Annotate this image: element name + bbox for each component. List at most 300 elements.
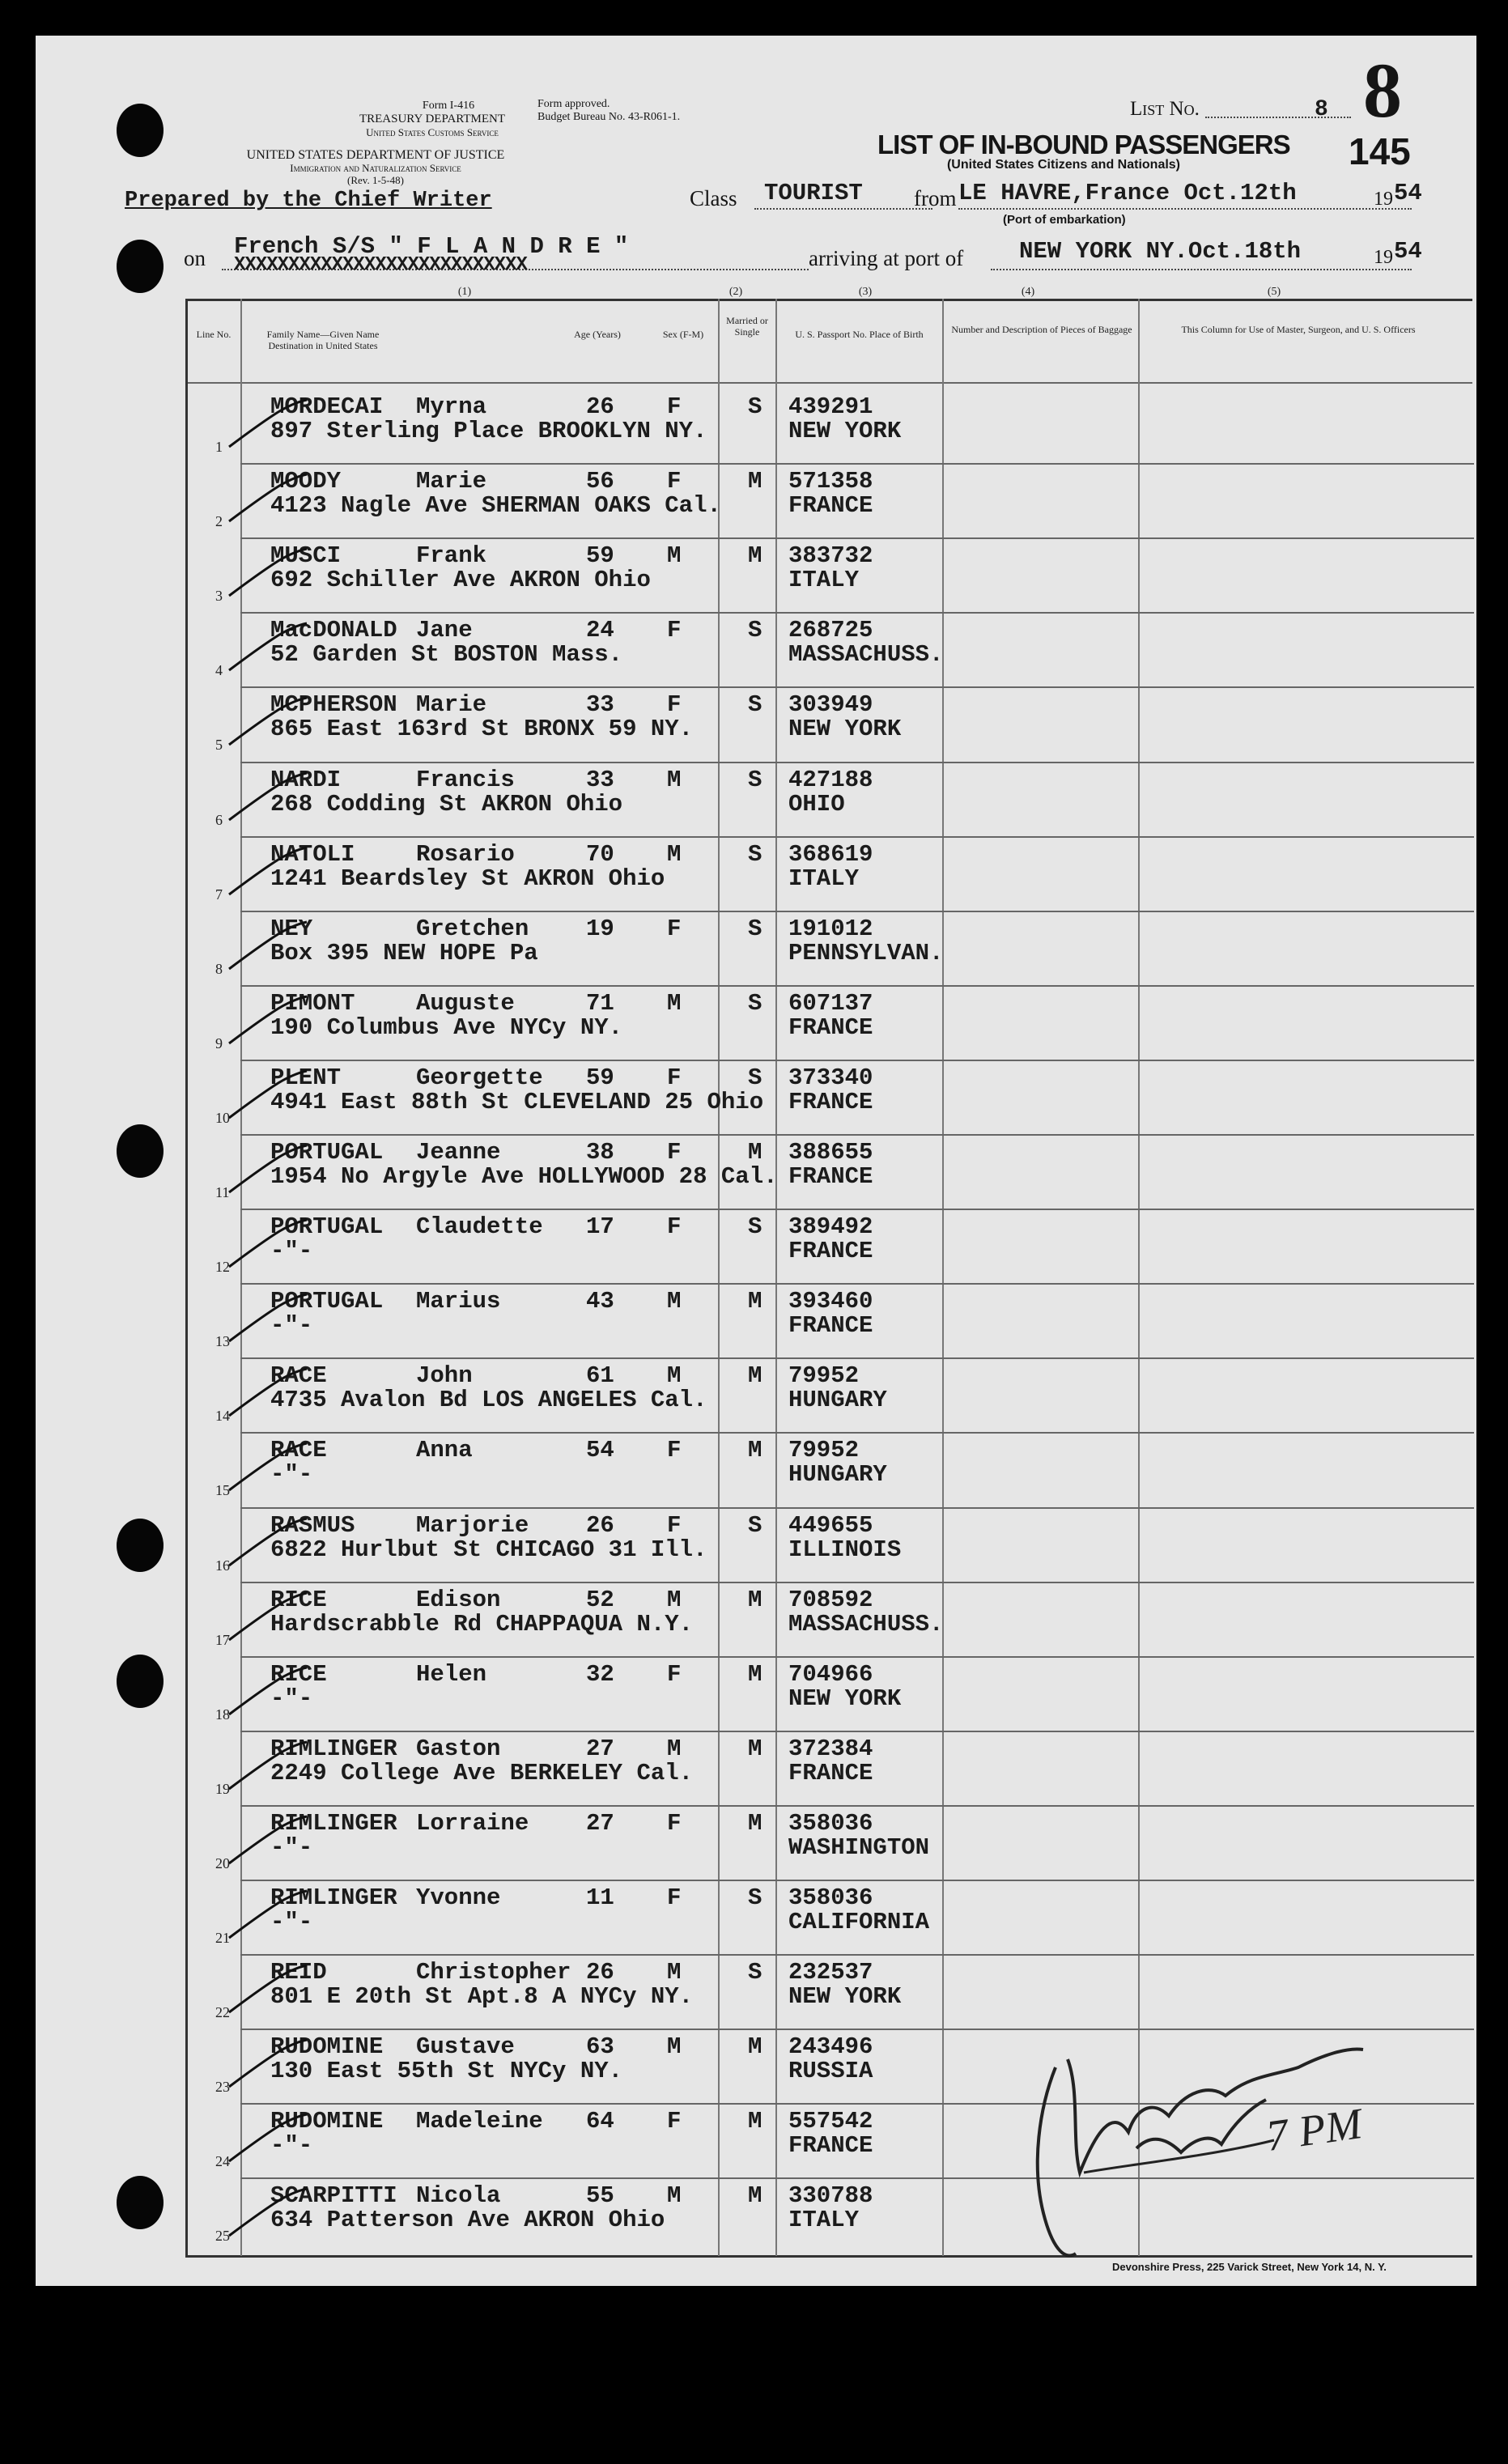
sex: M (667, 841, 682, 868)
place-of-birth: NEW YORK (788, 418, 902, 444)
given-name: Myrna (416, 393, 487, 420)
given-name: John (416, 1362, 473, 1389)
line-number: 13 (215, 1333, 230, 1349)
marital-status: M (748, 1587, 762, 1613)
family-name: RIMLINGER (270, 1810, 397, 1837)
list-no-dots (1205, 117, 1351, 118)
age: 56 (586, 468, 614, 495)
age: 55 (586, 2182, 614, 2209)
row-divider (240, 1656, 1474, 1658)
age: 43 (586, 1288, 614, 1315)
line-number: 16 (215, 1557, 230, 1574)
marital-status: S (748, 841, 762, 868)
place-of-birth: WASHINGTON (788, 1834, 930, 1861)
sex: F (667, 393, 682, 420)
passport-number: 393460 (788, 1288, 873, 1315)
check-mark (226, 2186, 315, 2242)
passport-number: 358036 (788, 1810, 873, 1837)
given-name: Claudette (416, 1213, 543, 1240)
check-mark (226, 1962, 315, 2019)
given-name: Frank (416, 542, 487, 569)
sex: F (667, 1139, 682, 1166)
age: 71 (586, 990, 614, 1017)
passenger-row (36, 985, 1476, 1059)
destination: -"- (270, 2132, 313, 2159)
age: 38 (586, 1139, 614, 1166)
col-name: Family Name—Given Name Destination in United States (266, 329, 380, 351)
destination: 801 E 20th St Apt.8 A NYCy NY. (270, 1983, 694, 2010)
family-name: NATOLI (270, 841, 355, 868)
signature-note: 7 PM (1263, 2099, 1366, 2160)
row-divider (240, 1432, 1474, 1434)
passenger-row (36, 836, 1476, 910)
passport-number: 557542 (788, 2108, 873, 2135)
line-number: 25 (215, 2228, 230, 2244)
check-mark (226, 916, 315, 975)
row-divider (240, 911, 1474, 912)
marital-status: S (748, 617, 762, 644)
passenger-row (36, 463, 1476, 537)
row-divider (240, 1731, 1474, 1732)
marital-status: S (748, 916, 762, 942)
ins-service: Immigration and Naturalization Service (290, 162, 461, 174)
check-mark (226, 1291, 315, 1348)
destination: 6822 Hurlbut St CHICAGO 31 Ill. (270, 1536, 707, 1563)
passenger-row (36, 1507, 1476, 1581)
destination: 2249 College Ave BERKELEY Cal. (270, 1760, 694, 1786)
budget-bureau: Budget Bureau No. 43-R061-1. (537, 111, 681, 123)
row-divider (240, 836, 1474, 838)
row-divider (240, 686, 1474, 688)
age: 11 (586, 1884, 614, 1911)
manifest-sheet (36, 36, 1476, 2286)
passport-number: 708592 (788, 1587, 873, 1613)
col-passport: U. S. Passport No. Place of Birth (795, 329, 924, 340)
table-top-rule (185, 299, 1472, 301)
row-divider (240, 1507, 1474, 1509)
passport-number: 389492 (788, 1213, 873, 1240)
family-name: NEY (270, 916, 313, 942)
destination: 865 East 163rd St BRONX 59 NY. (270, 716, 694, 742)
line-number: 11 (215, 1184, 230, 1200)
passport-number: 368619 (788, 841, 873, 868)
list-no-large: 8 (1363, 47, 1402, 134)
given-name: Francis (416, 767, 515, 793)
destination: 4735 Avalon Bd LOS ANGELES Cal. (270, 1387, 707, 1413)
age: 52 (586, 1587, 614, 1613)
line-number: 5 (215, 737, 223, 753)
year-prefix-2: 19 (1374, 247, 1393, 268)
place-of-birth: FRANCE (788, 1312, 873, 1339)
family-name: RUDOMINE (270, 2108, 384, 2135)
destination: -"- (270, 1909, 313, 1935)
line-number: 19 (215, 1781, 230, 1797)
col-officers: This Column for Use of Master, Surgeon, and U. S. Officers (1181, 324, 1416, 335)
marital-status: S (748, 767, 762, 793)
given-name: Marius (416, 1288, 501, 1315)
passenger-row (36, 612, 1476, 686)
age: 26 (586, 1512, 614, 1539)
line-number: 15 (215, 1482, 230, 1498)
line-number: 24 (215, 2153, 230, 2169)
year-1: 54 (1394, 180, 1422, 206)
line-number: 10 (215, 1110, 230, 1126)
destination: 692 Schiller Ave AKRON Ohio (270, 567, 651, 593)
place-of-birth: PENNSYLVAN. (788, 940, 944, 966)
given-name: Gustave (416, 2033, 515, 2060)
place-of-birth: FRANCE (788, 1238, 873, 1264)
sex: M (667, 2182, 682, 2209)
place-of-birth: FRANCE (788, 1760, 873, 1786)
punch-hole (117, 104, 164, 157)
marital-status: M (748, 1139, 762, 1166)
col-num-2: (2) (729, 286, 743, 298)
destination: -"- (270, 1834, 313, 1861)
line-number: 12 (215, 1259, 230, 1275)
line-number: 23 (215, 2079, 230, 2095)
family-name: MCPHERSON (270, 691, 397, 718)
passenger-row (36, 537, 1476, 611)
check-mark (226, 1664, 315, 1721)
officer-signature (1007, 2011, 1460, 2273)
passport-number: 607137 (788, 990, 873, 1017)
header-bottom-rule (185, 382, 1472, 384)
line-number: 22 (215, 2004, 230, 2020)
given-name: Lorraine (416, 1810, 529, 1837)
given-name: Marie (416, 468, 487, 495)
marital-status: M (748, 1810, 762, 1837)
marital-status: M (748, 2108, 762, 2135)
list-title: LIST OF IN-BOUND PASSENGERS (877, 130, 1290, 159)
marital-status: S (748, 1512, 762, 1539)
given-name: Jeanne (416, 1139, 501, 1166)
destination: 190 Columbus Ave NYCy NY. (270, 1014, 623, 1041)
vessel-name: French S/S " F L A N D R E " (234, 233, 629, 260)
place-of-birth: MASSACHUSS. (788, 641, 944, 668)
row-divider (240, 1283, 1474, 1285)
passport-number: 268725 (788, 617, 873, 644)
sex: F (667, 1661, 682, 1688)
from-dots (958, 208, 1412, 210)
passenger-row (36, 1582, 1476, 1655)
marital-status: M (748, 2182, 762, 2209)
row-divider (240, 1357, 1474, 1359)
line-number: 21 (215, 1930, 230, 1946)
passenger-row (36, 1357, 1476, 1431)
given-name: Nicola (416, 2182, 501, 2209)
check-mark (226, 1515, 315, 1572)
passport-number: 373340 (788, 1064, 873, 1091)
passport-number: 571358 (788, 468, 873, 495)
row-divider (240, 762, 1474, 763)
passport-number: 372384 (788, 1735, 873, 1762)
sex: F (667, 1512, 682, 1539)
treasury-dept: TREASURY DEPARTMENT (359, 113, 506, 125)
passenger-row (36, 1134, 1476, 1208)
destination: 634 Patterson Ave AKRON Ohio (270, 2207, 665, 2233)
given-name: Gretchen (416, 916, 529, 942)
check-mark (226, 1068, 315, 1124)
given-name: Marie (416, 691, 487, 718)
age: 27 (586, 1810, 614, 1837)
form-number: Form I-416 (422, 100, 475, 112)
punch-hole (117, 240, 164, 293)
passport-number: 449655 (788, 1512, 873, 1539)
arriving-label: arriving at port of (809, 246, 964, 270)
sex: M (667, 767, 682, 793)
passport-number: 439291 (788, 393, 873, 420)
check-mark (226, 620, 315, 677)
justice-dept: UNITED STATES DEPARTMENT OF JUSTICE (246, 148, 505, 162)
family-name: REID (270, 1959, 327, 1986)
marital-status: S (748, 1884, 762, 1911)
destination: 268 Codding St AKRON Ohio (270, 791, 623, 818)
family-name: MORDECAI (270, 393, 384, 420)
age: 33 (586, 767, 614, 793)
passenger-row (36, 1432, 1476, 1506)
age: 32 (586, 1661, 614, 1688)
passport-number: 232537 (788, 1959, 873, 1986)
passenger-row (36, 1731, 1476, 1804)
sex: M (667, 1288, 682, 1315)
passenger-row (36, 911, 1476, 984)
destination: -"- (270, 1461, 313, 1488)
given-name: Rosario (416, 841, 515, 868)
sex: M (667, 2033, 682, 2060)
destination: -"- (270, 1685, 313, 1712)
age: 19 (586, 916, 614, 942)
row-divider (240, 463, 1474, 465)
destination: 1954 No Argyle Ave HOLLYWOOD 28 Cal. (270, 1163, 778, 1190)
passenger-row (36, 1060, 1476, 1133)
check-mark (226, 1366, 315, 1422)
place-of-birth: FRANCE (788, 1014, 873, 1041)
sex: F (667, 2108, 682, 2135)
line-number: 17 (215, 1632, 230, 1648)
marital-status: M (748, 1661, 762, 1688)
col-num-1: (1) (457, 286, 472, 298)
passenger-row (36, 1880, 1476, 1953)
sex: F (667, 1810, 682, 1837)
passenger-row (36, 1805, 1476, 1879)
passenger-row (36, 1209, 1476, 1282)
passenger-row (36, 762, 1476, 835)
passport-number: 427188 (788, 767, 873, 793)
row-divider (240, 1209, 1474, 1210)
check-mark (226, 1888, 315, 1944)
printer-imprint: Devonshire Press, 225 Varick Street, New York 14, N. Y. (1112, 2261, 1387, 2273)
passport-number: 704966 (788, 1661, 873, 1688)
destination: -"- (270, 1238, 313, 1264)
destination: 897 Sterling Place BROOKLYN NY. (270, 418, 707, 444)
place-of-birth: NEW YORK (788, 1983, 902, 2010)
marital-status: M (748, 2033, 762, 2060)
line-number: 1 (215, 439, 223, 455)
given-name: Jane (416, 617, 473, 644)
row-divider (240, 612, 1474, 614)
destination: 52 Garden St BOSTON Mass. (270, 641, 623, 668)
sex: M (667, 1735, 682, 1762)
sex: M (667, 1587, 682, 1613)
marital-status: S (748, 1064, 762, 1091)
family-name: MUSCI (270, 542, 342, 569)
check-mark (226, 770, 315, 826)
marital-status: M (748, 1288, 762, 1315)
marital-status: S (748, 691, 762, 718)
form-approved: Form approved. (537, 98, 610, 110)
passenger-row (36, 1283, 1476, 1357)
marital-status: M (748, 1437, 762, 1464)
sex: M (667, 1959, 682, 1986)
year-2: 54 (1394, 238, 1422, 265)
check-mark (226, 1813, 315, 1870)
class-label: Class (690, 186, 737, 210)
age: 24 (586, 617, 614, 644)
age: 54 (586, 1437, 614, 1464)
customs-service: United States Customs Service (366, 126, 499, 138)
sex: F (667, 468, 682, 495)
family-name: SCARPITTI (270, 2182, 397, 2209)
check-mark (226, 1142, 315, 1199)
place-of-birth: ITALY (788, 2207, 860, 2233)
age: 61 (586, 1362, 614, 1389)
line-number: 2 (215, 513, 223, 529)
sex: F (667, 1064, 682, 1091)
family-name: PORTUGAL (270, 1288, 384, 1315)
list-no-label: List No. (1130, 98, 1200, 120)
given-name: Christopher (416, 1959, 571, 1986)
arriving-dots (991, 269, 1412, 270)
sheet-number: 145 (1349, 130, 1411, 172)
place-of-birth: ITALY (788, 567, 860, 593)
family-name: RACE (270, 1437, 327, 1464)
age: 64 (586, 2108, 614, 2135)
check-mark (226, 844, 315, 901)
sex: F (667, 1437, 682, 1464)
marital-status: M (748, 542, 762, 569)
family-name: NARDI (270, 767, 342, 793)
place-of-birth: NEW YORK (788, 1685, 902, 1712)
family-name: RUDOMINE (270, 2033, 384, 2060)
check-mark (226, 471, 315, 528)
given-name: Madeleine (416, 2108, 543, 2135)
year-prefix-1: 19 (1374, 189, 1393, 210)
passport-number: 243496 (788, 2033, 873, 2060)
family-name: RASMUS (270, 1512, 355, 1539)
sex: M (667, 542, 682, 569)
place-of-birth: NEW YORK (788, 716, 902, 742)
col-married: Married or Single (726, 315, 768, 338)
from-value: LE HAVRE,France Oct.12th (958, 180, 1297, 206)
given-name: Gaston (416, 1735, 501, 1762)
col-baggage: Number and Description of Pieces of Baggage (951, 324, 1132, 335)
passport-number: 383732 (788, 542, 873, 569)
family-name: MOODY (270, 468, 342, 495)
destination: 130 East 55th St NYCy NY. (270, 2058, 623, 2084)
family-name: RACE (270, 1362, 327, 1389)
family-name: PIMONT (270, 990, 355, 1017)
given-name: Yvonne (416, 1884, 501, 1911)
place-of-birth: HUNGARY (788, 1387, 887, 1413)
line-number: 20 (215, 1855, 230, 1871)
marital-status: S (748, 1213, 762, 1240)
marital-status: S (748, 990, 762, 1017)
check-mark (226, 1217, 315, 1273)
sex: F (667, 617, 682, 644)
row-divider (240, 985, 1474, 987)
age: 17 (586, 1213, 614, 1240)
place-of-birth: FRANCE (788, 492, 873, 519)
line-number: 18 (215, 1706, 230, 1723)
check-mark (226, 695, 315, 751)
passport-number: 79952 (788, 1362, 860, 1389)
place-of-birth: MASSACHUSS. (788, 1611, 944, 1638)
given-name: Helen (416, 1661, 487, 1688)
check-mark (226, 397, 315, 453)
line-number: 6 (215, 812, 223, 828)
col-sex: Sex (F-M) (662, 329, 704, 340)
col-num-3: (3) (858, 286, 873, 298)
given-name: Anna (416, 1437, 473, 1464)
destination: 4941 East 88th St CLEVELAND 25 Ohio (270, 1089, 764, 1115)
place-of-birth: OHIO (788, 791, 845, 818)
on-label: on (184, 246, 206, 270)
form-revision: (Rev. 1-5-48) (347, 174, 404, 186)
destination: Hardscrabble Rd CHAPPAQUA N.Y. (270, 1611, 694, 1638)
given-name: Edison (416, 1587, 501, 1613)
place-of-birth: FRANCE (788, 2132, 873, 2159)
passport-number: 79952 (788, 1437, 860, 1464)
sex: F (667, 916, 682, 942)
check-mark (226, 1440, 315, 1497)
row-divider (240, 1880, 1474, 1881)
vessel-strikeout: XXXXXXXXXXXXXXXXXXXXXXXXXXX (234, 254, 527, 276)
marital-status: M (748, 468, 762, 495)
given-name: Georgette (416, 1064, 543, 1091)
passport-number: 191012 (788, 916, 873, 942)
given-name: Auguste (416, 990, 515, 1017)
col-line-no: Line No. (196, 329, 232, 340)
sex: F (667, 1213, 682, 1240)
line-number: 8 (215, 961, 223, 977)
from-label: from (914, 186, 957, 210)
age: 26 (586, 393, 614, 420)
row-divider (240, 1060, 1474, 1061)
check-mark (226, 546, 315, 602)
family-name: RICE (270, 1661, 327, 1688)
destination: 1241 Beardsley St AKRON Ohio (270, 865, 665, 892)
family-name: RIMLINGER (270, 1884, 397, 1911)
line-number: 9 (215, 1035, 223, 1051)
row-divider (240, 537, 1474, 539)
place-of-birth: FRANCE (788, 1089, 873, 1115)
check-mark (226, 1590, 315, 1646)
check-mark (226, 993, 315, 1050)
place-of-birth: RUSSIA (788, 2058, 873, 2084)
passenger-row (36, 389, 1476, 462)
col-num-5: (5) (1267, 286, 1281, 298)
col-num-4: (4) (1021, 286, 1035, 298)
passport-number: 358036 (788, 1884, 873, 1911)
passport-number: 388655 (788, 1139, 873, 1166)
passenger-row (36, 1656, 1476, 1730)
line-number: 7 (215, 886, 223, 903)
place-of-birth: ILLINOIS (788, 1536, 902, 1563)
age: 26 (586, 1959, 614, 1986)
destination: 4123 Nagle Ave SHERMAN OAKS Cal. (270, 492, 721, 519)
class-value: TOURIST (764, 180, 863, 206)
list-subtitle: (United States Citizens and Nationals) (946, 158, 1181, 172)
